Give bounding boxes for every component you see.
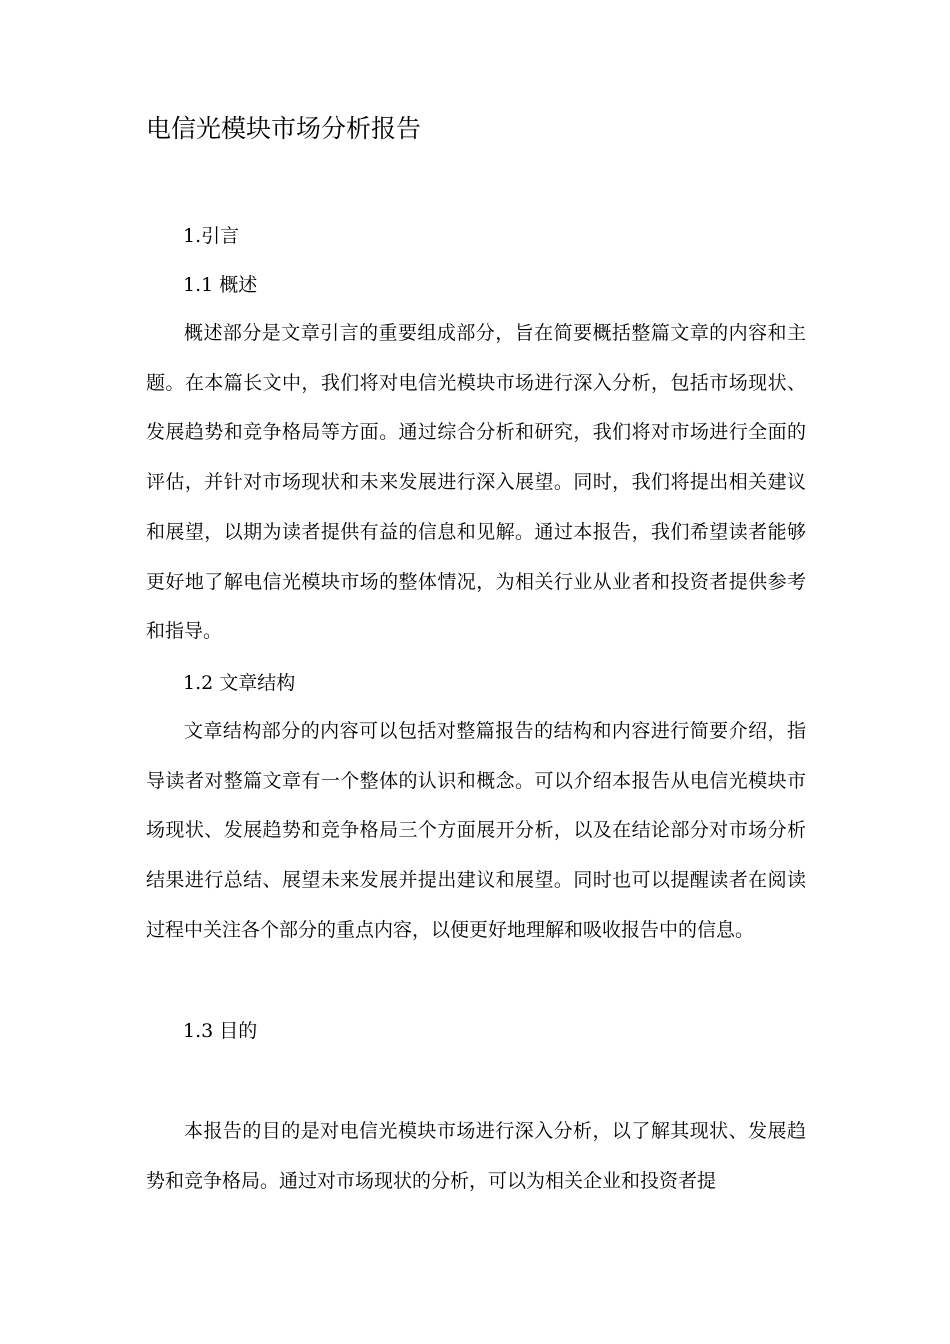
overview-paragraph: 概述部分是文章引言的重要组成部分，旨在简要概括整篇文章的内容和主题。在本篇长文中，我们将对电信光模块市场进行深入分析，包括市场现状、发展趋势和竞争格局等方面。通过综合分析和研究，我们将对市场进行全面的评估，并针对市场现状和未来发展进行深入展望。同时，我们将提出相关建议和展望，以期为读者提供有益的信息和见解。通过本报告，我们希望读者能够更好地了解电信光模块市场的整体情况，为相关行业从业者和投资者提供参考和指导。	[146, 322, 806, 643]
structure-paragraph: 文章结构部分的内容可以包括对整篇报告的结构和内容进行简要介绍，指导读者对整篇文章有一个整体的认识和概念。可以介绍本报告从电信光模块市场现状、发展趋势和竞争格局三个方面展开分析，以及在结论部分对市场分析结果进行总结、展望未来发展并提出建议和展望。同时也可以提醒读者在阅读过程中关注各个部分的重点内容，以便更好地理解和吸收报告中的信息。	[146, 720, 806, 941]
purpose-paragraph: 本报告的目的是对电信光模块市场进行深入分析，以了解其现状、发展趋势和竞争格局。通过对市场现状的分析，可以为相关企业和投资者提	[146, 1120, 806, 1192]
document-title: 电信光模块市场分析报告	[146, 114, 422, 143]
section-heading-intro: 1.引言	[183, 225, 240, 247]
section-heading-purpose: 1.3 目的	[183, 1020, 258, 1042]
section-heading-overview: 1.1 概述	[183, 274, 258, 296]
section-heading-structure: 1.2 文章结构	[183, 672, 296, 694]
